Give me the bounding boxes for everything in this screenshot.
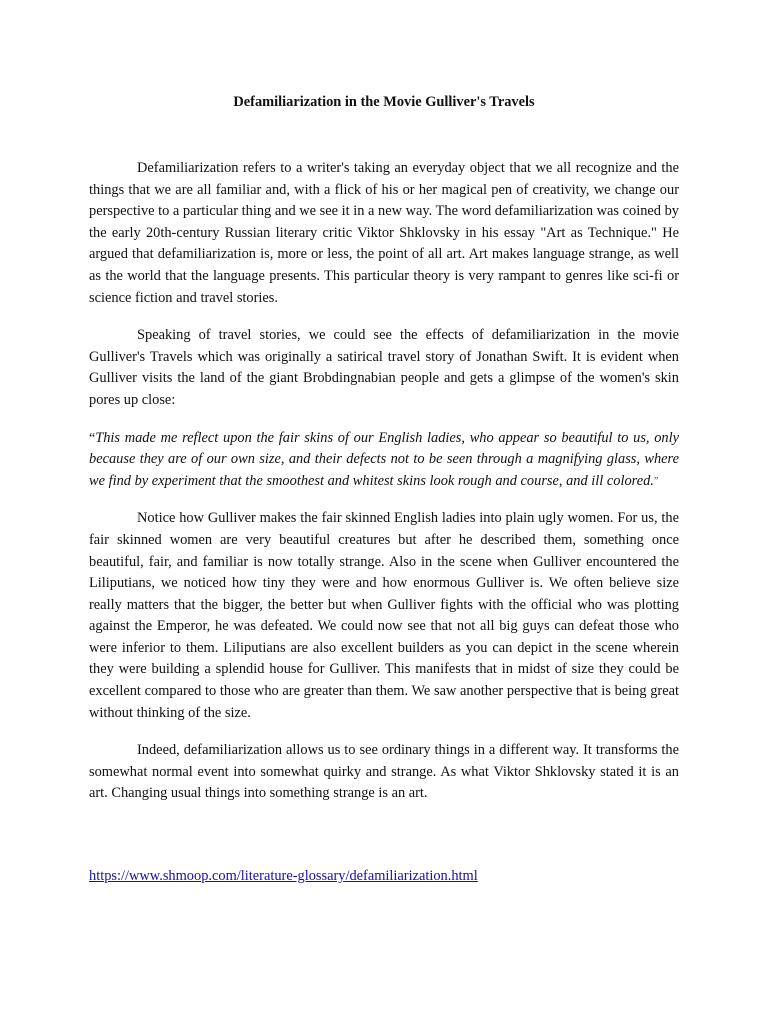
document-title: Defamiliarization in the Movie Gulliver's Travels [233, 94, 535, 110]
quote-close-mark: ” [653, 475, 659, 487]
block-quote [89, 428, 679, 493]
quote-open-mark: “ [89, 430, 96, 446]
document-body [89, 158, 679, 821]
paragraph-analysis: Notice how Gulliver makes the fair skinned English ladies into plain ugly women. For us, the fair skinned women are very beautiful creatures but after he described them, something once beautiful, fair, and familiar is now totally strange. Also in the scene when Gulliver encountered the Liliputians, we noticed how tiny they were and how enormous Gulliver is. We often believe size really matters that the bigger, the better but when Gulliver fights with the official who was plotting against the Emperor, he was defeated. We could now see that not all big guys can defeat those who were inferior to them. Liliputians are also excellent builders as you can depict in the scene wherein they were building a splendid house for Gulliver. This manifests that in midst of size they could be excellent compared to those who are greater than them. We saw another perspective that is being great without thinking of the size. [89, 510, 679, 721]
source-link[interactable]: https://www.shmoop.com/literature-glossary/defamiliarization.html [89, 868, 478, 884]
paragraph-intro: Defamiliarization refers to a writer's taking an everyday object that we all recognize and the things that we are all familiar and, with a flick of his or her magical pen of creativity, we change our perspective to a particular thing and we see it in a new way. The word defamiliarization was coined by the early 20th-century Russian literary critic Viktor Shklovsky in his essay "Art as Technique." He argued that defamiliarization is, more or less, the point of all art. Art makes language strange, as well as the world that the language presents. This particular theory is very rampant to genres like sci-fi or science fiction and travel stories. [89, 160, 679, 306]
paragraph-conclusion: Indeed, defamiliarization allows us to see ordinary things in a different way. It transforms the somewhat normal event into somewhat quirky and strange. As what Viktor Shklovsky stated it is an art. Changing usual things into something strange is an art. [89, 742, 679, 802]
paragraph-travel-stories: Speaking of travel stories, we could see the effects of defamiliarization in the movie Gulliver's Travels which was originally a satirical travel story of Jonathan Swift. It is evident when Gulliver visits the land of the giant Brobdingnabian people and gets a glimpse of the women's skin pores up close: [89, 327, 679, 408]
quote-text: This made me reflect upon the fair skins of our English ladies, who appear so beautiful to us, only because they are of our own size, and their defects not to be seen through a magnifying glass, where we find by experiment that the smoothest and whitest skins look rough and course, and ill colored. [89, 429, 679, 489]
